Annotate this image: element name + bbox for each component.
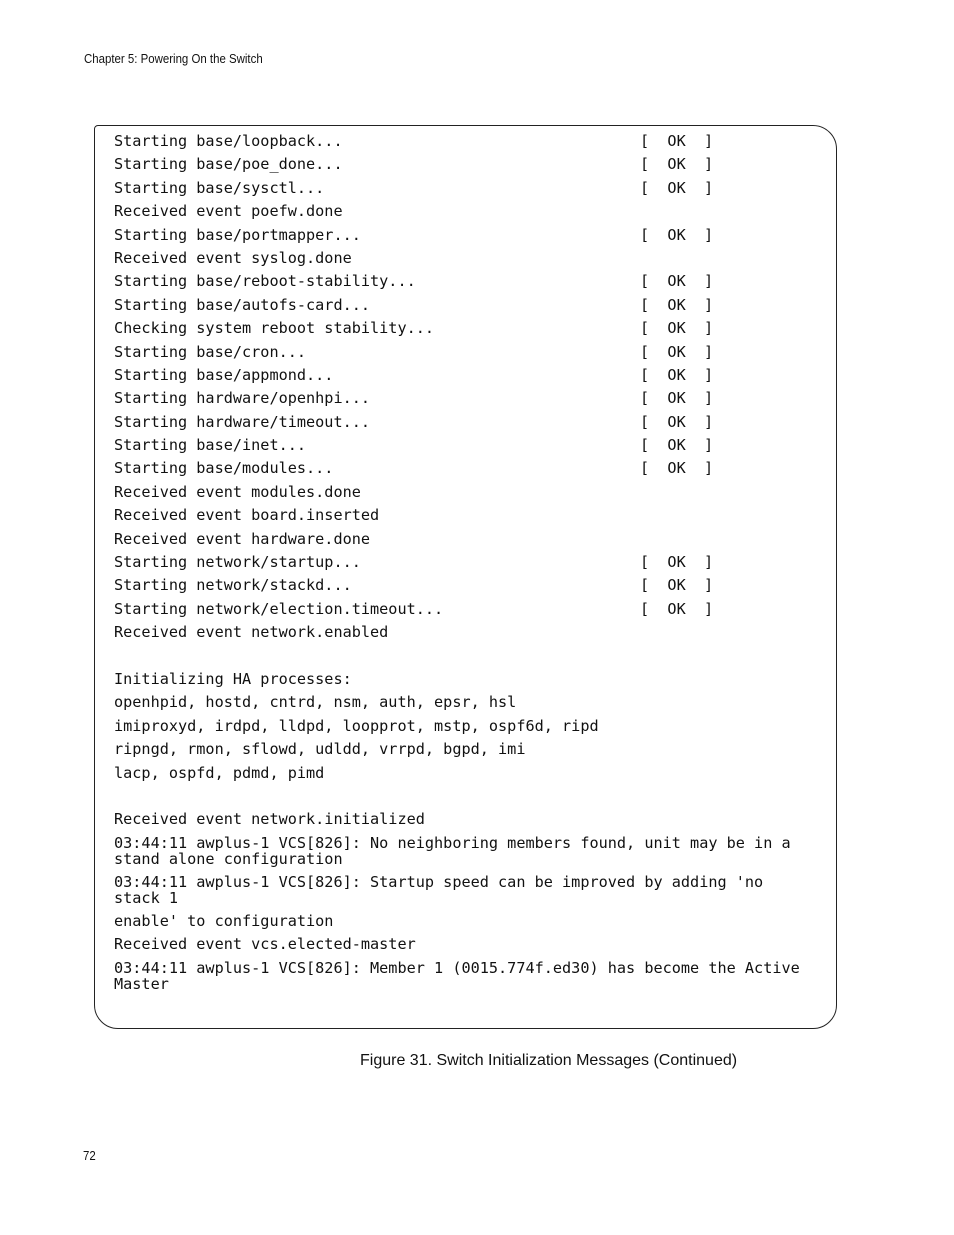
console-line-text: Starting base/inet... — [114, 436, 307, 455]
console-line — [114, 387, 814, 410]
console-line — [114, 130, 814, 153]
status-ok: [ OK ] — [640, 155, 714, 174]
console-line — [114, 411, 814, 434]
console-line — [114, 808, 814, 831]
console-line-startup-speed: 03:44:11 awplus-1 VCS[826]: Startup speed can be improved by adding 'no stack 1 — [114, 872, 764, 907]
console-blank-line — [114, 645, 814, 668]
console-line — [114, 691, 814, 714]
status-ok: [ OK ] — [640, 436, 714, 455]
console-line-text: Received event network.initialized — [114, 810, 425, 829]
console-blank-line — [114, 785, 814, 808]
console-output — [114, 130, 814, 996]
console-line — [114, 504, 814, 527]
console-line-text: Initializing HA processes: — [114, 669, 352, 688]
console-line-text: Starting network/election.timeout... — [114, 599, 444, 618]
console-line — [114, 574, 814, 597]
console-line — [114, 341, 814, 364]
console-line — [114, 364, 814, 387]
console-line-active-master: 03:44:11 awplus-1 VCS[826]: Member 1 (0015.774f.ed30) has become the Active Master — [114, 958, 800, 993]
console-line-enable: enable' to configuration — [114, 911, 334, 930]
console-line-text: Received event board.inserted — [114, 506, 380, 525]
console-line-text: Received event syslog.done — [114, 248, 352, 267]
console-line — [114, 668, 814, 691]
console-line-text: Received event network.enabled — [114, 623, 389, 642]
console-line-text: Starting hardware/openhpi... — [114, 389, 371, 408]
status-ok: [ OK ] — [640, 272, 714, 291]
console-line-text: Starting base/cron... — [114, 342, 307, 361]
console-line-text: Received event modules.done — [114, 482, 361, 501]
status-ok: [ OK ] — [640, 365, 714, 384]
status-ok: [ OK ] — [640, 319, 714, 338]
console-line-text: Starting base/reboot-stability... — [114, 272, 416, 291]
status-ok: [ OK ] — [640, 132, 714, 150]
status-ok: [ OK ] — [640, 389, 714, 408]
console-line — [114, 551, 814, 574]
console-line — [114, 270, 814, 293]
status-ok: [ OK ] — [640, 342, 714, 361]
console-line — [114, 715, 814, 738]
chapter-header: Chapter 5: Powering On the Switch — [84, 51, 263, 66]
console-line — [114, 738, 814, 761]
console-line-elected-master: Received event vcs.elected-master — [114, 935, 416, 954]
console-line-text: Starting network/stackd... — [114, 576, 352, 595]
console-line-text: Checking system reboot stability... — [114, 319, 435, 338]
console-line-text: Starting base/appmond... — [114, 365, 334, 384]
console-line-text: Received event hardware.done — [114, 529, 371, 548]
console-line-text: Starting hardware/timeout... — [114, 412, 371, 431]
console-lines — [114, 130, 814, 832]
console-line — [114, 200, 814, 223]
status-ok: [ OK ] — [640, 225, 714, 244]
console-line — [114, 224, 814, 247]
console-line — [114, 294, 814, 317]
console-line-text: Starting base/modules... — [114, 459, 334, 478]
console-line — [114, 481, 814, 504]
console-line-text: Starting base/poe_done... — [114, 155, 343, 174]
console-line — [114, 762, 814, 785]
console-line — [114, 621, 814, 644]
page-number: 72 — [83, 1148, 96, 1163]
console-line-text: Starting base/sysctl... — [114, 178, 325, 197]
status-ok: [ OK ] — [640, 412, 714, 431]
console-line-text: Starting base/loopback... — [114, 132, 343, 150]
console-line — [114, 317, 814, 340]
console-line-text: Starting network/startup... — [114, 553, 361, 572]
console-line-text: ripngd, rmon, sflowd, udldd, vrrpd, bgpd, imi — [114, 740, 526, 759]
console-line — [114, 434, 814, 457]
console-line — [114, 153, 814, 176]
console-line-no-neighbor: 03:44:11 awplus-1 VCS[826]: No neighboring members found, unit may be in a stand alone configuration — [114, 833, 791, 868]
status-ok: [ OK ] — [640, 599, 714, 618]
console-line-text: Starting base/portmapper... — [114, 225, 361, 244]
console-line — [114, 177, 814, 200]
console-line — [114, 247, 814, 270]
console-line-text: Starting base/autofs-card... — [114, 295, 371, 314]
console-line — [114, 598, 814, 621]
status-ok: [ OK ] — [640, 459, 714, 478]
console-line — [114, 457, 814, 480]
status-ok: [ OK ] — [640, 178, 714, 197]
console-line — [114, 528, 814, 551]
console-line-text: openhpid, hostd, cntrd, nsm, auth, epsr, hsl — [114, 693, 517, 712]
status-ok: [ OK ] — [640, 295, 714, 314]
console-line-text: lacp, ospfd, pdmd, pimd — [114, 763, 325, 782]
console-line-text: Received event poefw.done — [114, 202, 343, 221]
status-ok: [ OK ] — [640, 553, 714, 572]
console-line-text: imiproxyd, irdpd, lldpd, loopprot, mstp, ospf6d, ripd — [114, 716, 599, 735]
figure-caption: Figure 31. Switch Initialization Messages (Continued) — [360, 1052, 738, 1069]
status-ok: [ OK ] — [640, 576, 714, 595]
